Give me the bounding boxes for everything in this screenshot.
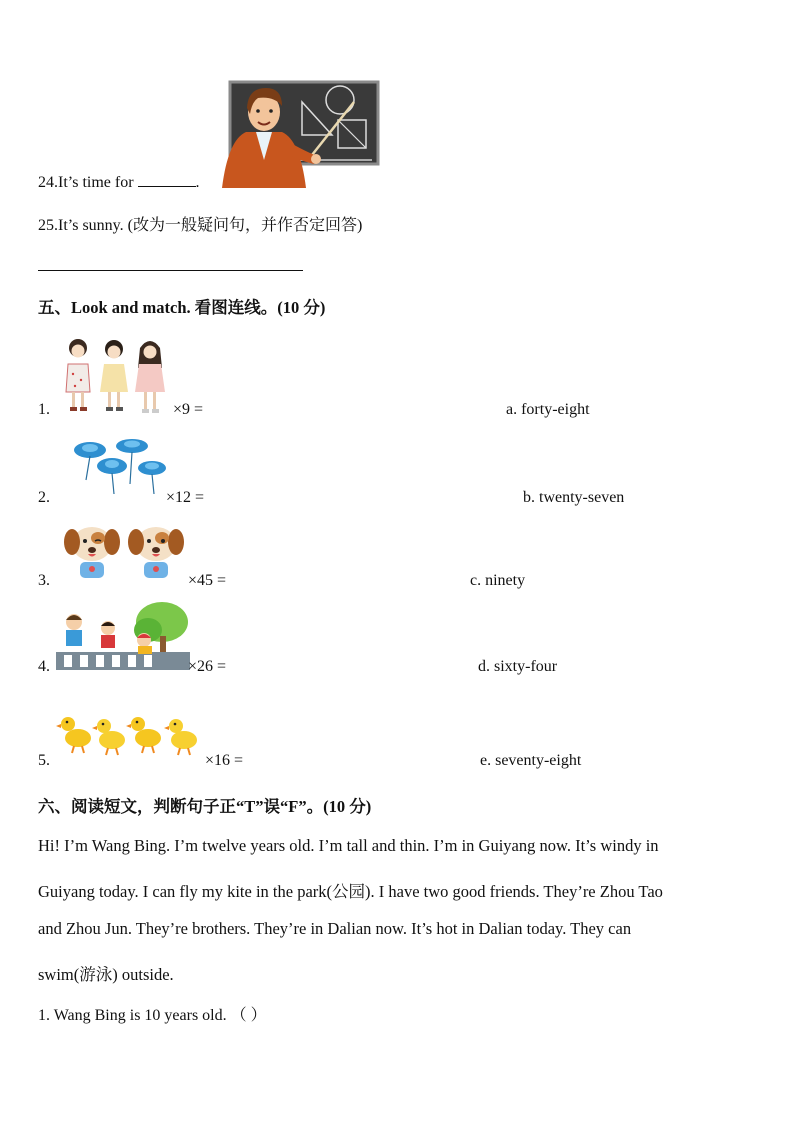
match-item-5-expression: ×16 =	[205, 752, 244, 769]
match-item-2-number: 2.	[38, 489, 50, 506]
three-girls-picture	[62, 334, 172, 416]
kids-crosswalk-picture	[56, 600, 190, 674]
question-24-end: .	[195, 174, 200, 191]
question-24-number: 24.	[38, 174, 58, 191]
match-item-5-number: 5.	[38, 752, 50, 769]
match-answer-e[interactable]: e. seventy-eight	[480, 752, 582, 769]
four-ducklings-picture	[56, 708, 202, 756]
section-6-heading: 六、阅读短文，判断句子正“T”误“F”。(10 分)	[38, 797, 372, 816]
match-item-3-number: 3.	[38, 572, 50, 589]
two-puppies-picture	[62, 522, 186, 584]
reading-passage-line: Guiyang today. I can fly my kite in the park(公园). I have two good friends. They’re Zhou Tao	[38, 882, 663, 901]
match-answer-a[interactable]: a. forty-eight	[506, 401, 590, 418]
reading-passage-line: swim(游泳) outside.	[38, 965, 174, 984]
match-item-1-expression: ×9 =	[173, 401, 204, 418]
question-24	[38, 172, 200, 192]
question-25: 25.It’s sunny. (改为一般疑问句，并作否定回答)	[38, 217, 363, 234]
match-answer-c[interactable]: c. ninety	[470, 572, 526, 589]
reading-passage-line: Hi! I’m Wang Bing. I’m twelve years old. I’m tall and thin. I’m in Guiyang now. It’s windy in	[38, 836, 659, 855]
match-item-1-number: 1.	[38, 401, 50, 418]
match-item-3-expression: ×45 =	[188, 572, 227, 589]
blue-flowers-picture	[68, 436, 168, 498]
teacher-blackboard-illustration	[222, 80, 382, 190]
match-item-2-expression: ×12 =	[166, 489, 205, 506]
section-5-heading: 五、Look and match. 看图连线。(10 分)	[38, 298, 326, 317]
reading-passage-line: and Zhou Jun. They’re brothers. They’re in Dalian now. It’s hot in Dalian today. They can	[38, 919, 632, 938]
match-item-4-number: 4.	[38, 658, 50, 675]
answer-line[interactable]	[38, 270, 303, 271]
question-24-text: It’s time for	[58, 174, 134, 191]
match-answer-b[interactable]: b. twenty-seven	[523, 489, 625, 506]
match-item-4-expression: ×26 =	[188, 658, 227, 675]
answer-blank[interactable]	[138, 172, 196, 187]
true-false-question-1[interactable]: 1. Wang Bing is 10 years old. （ ）	[38, 1007, 267, 1024]
match-answer-d[interactable]: d. sixty-four	[478, 658, 558, 675]
